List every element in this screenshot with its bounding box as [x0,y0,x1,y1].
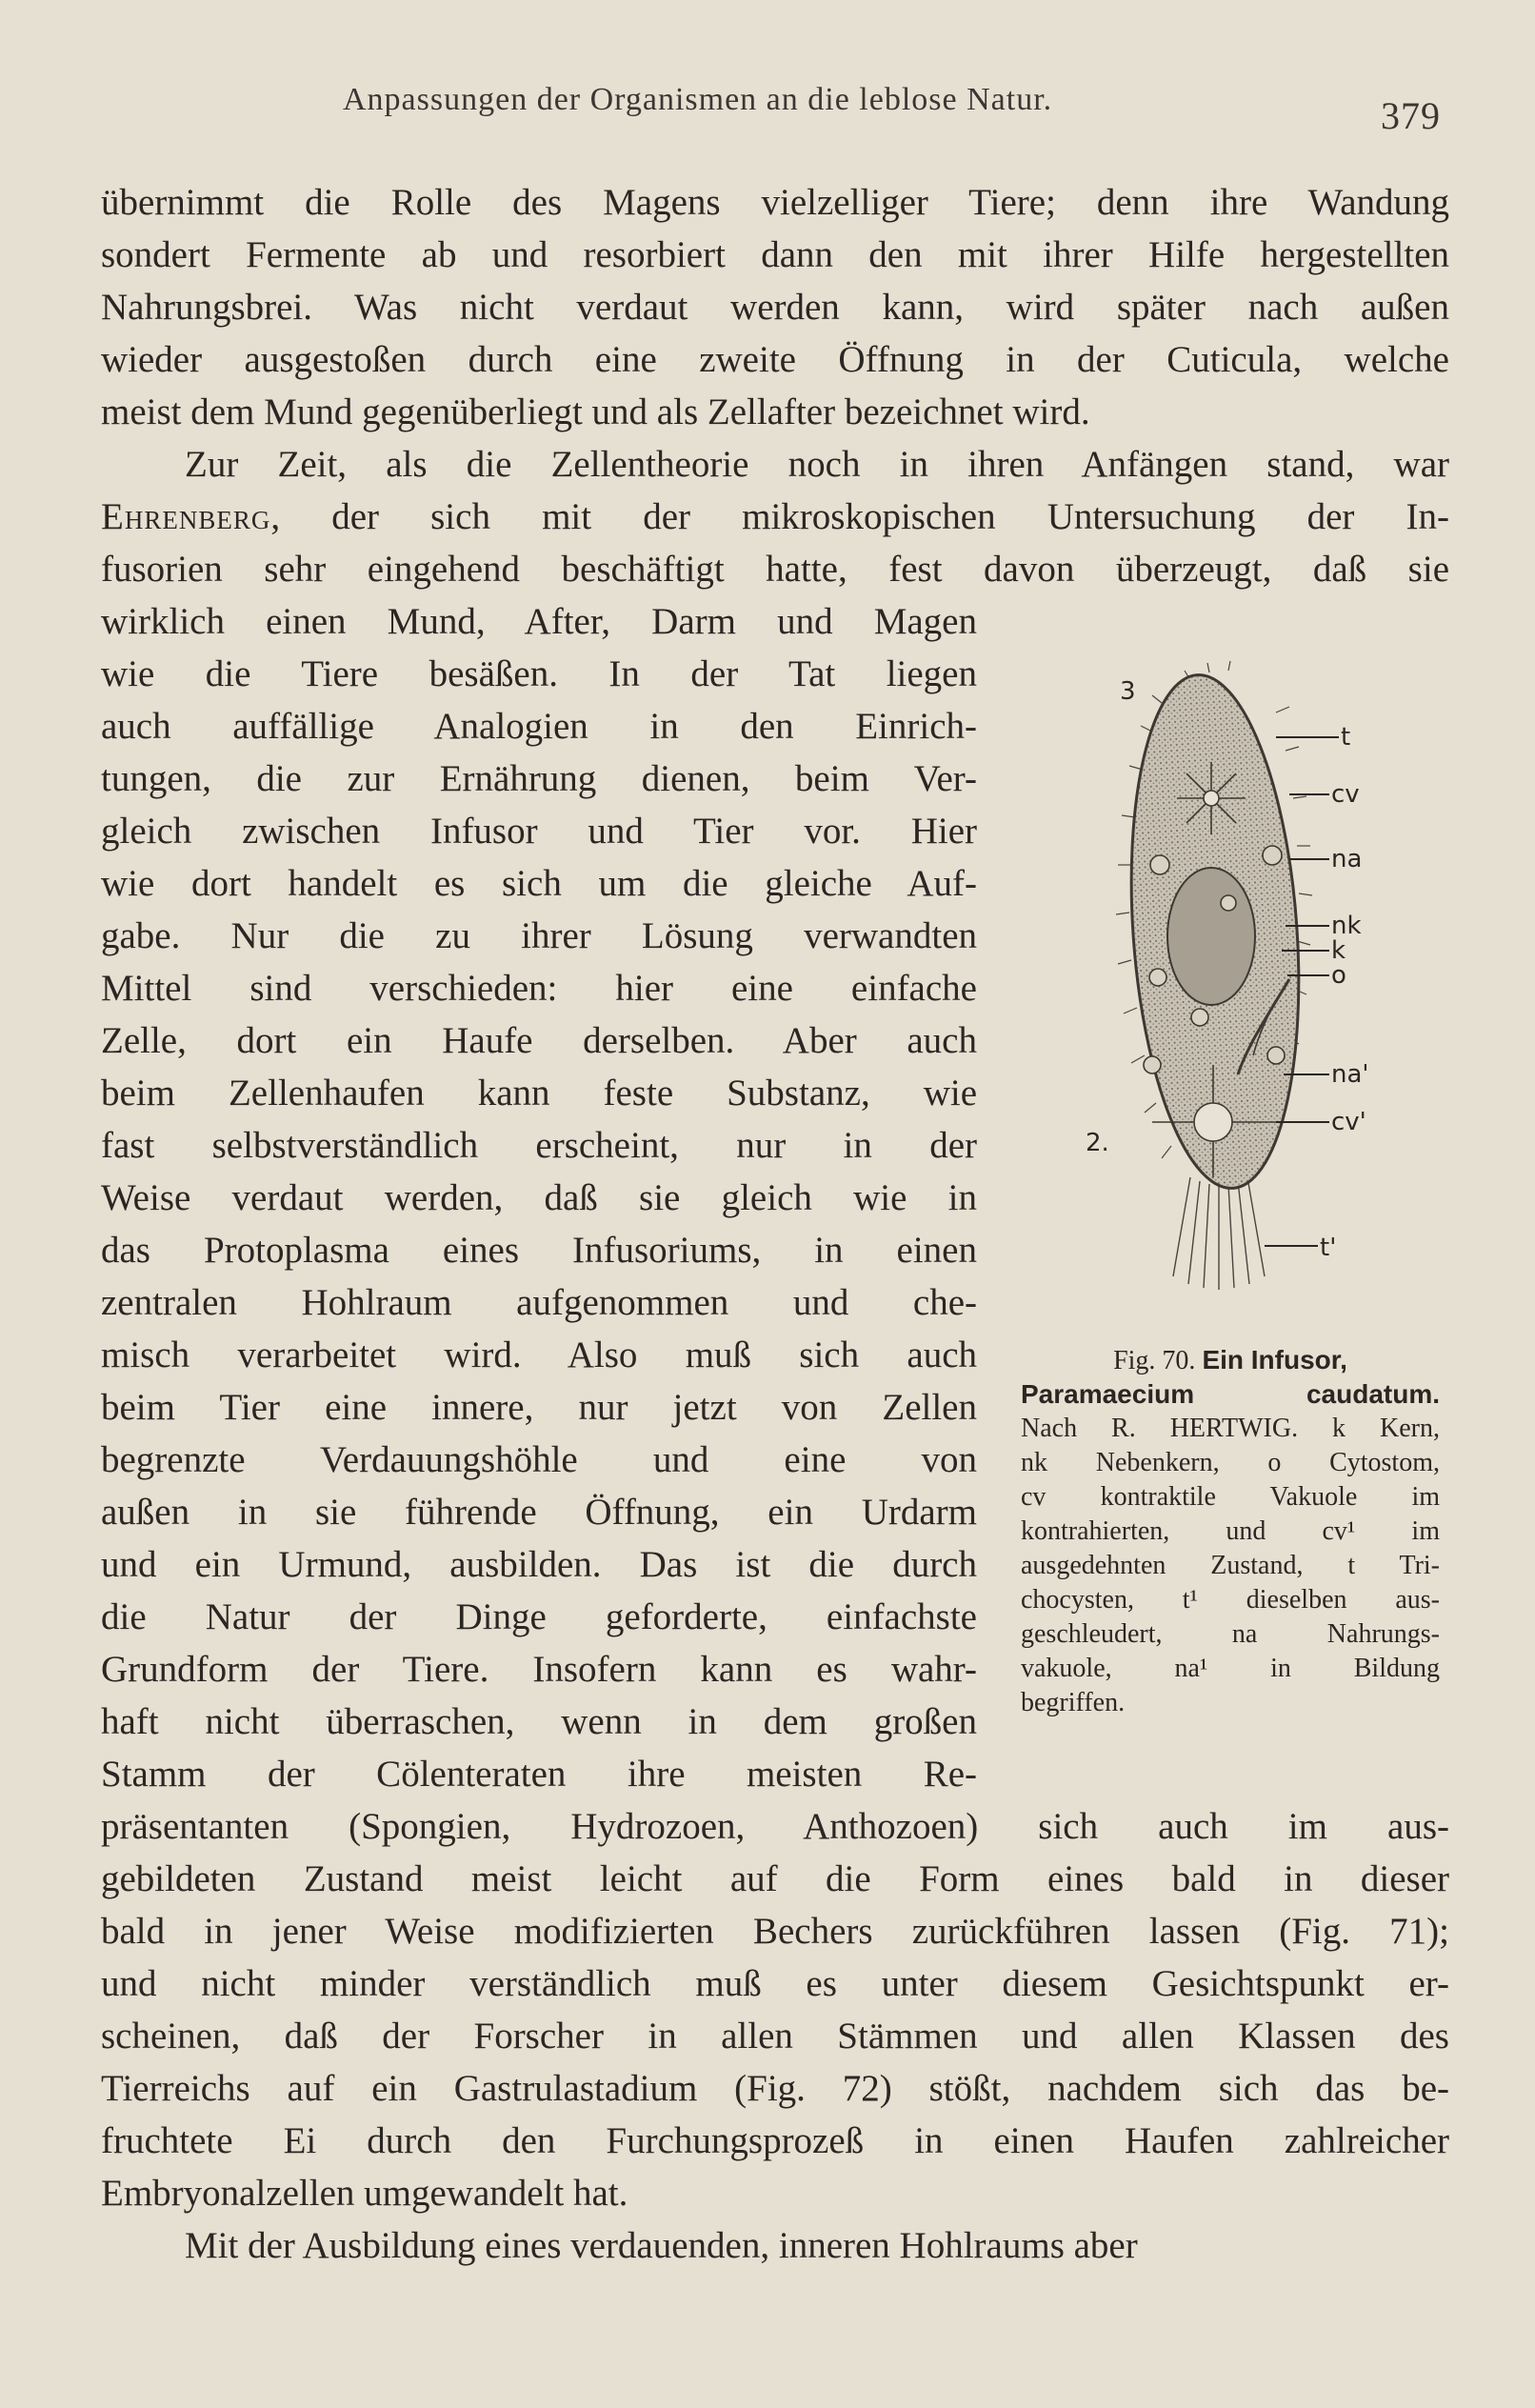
paramecium-figure [1086,655,1409,1322]
text-line: fast selbstverständlich erscheint, nur in der [101,1125,977,1166]
figure-caption-line: begriffen. [1021,1688,1126,1717]
figure-caption-line: cv kontraktile Vakuole im [1021,1482,1440,1512]
figure-title: Paramaecium caudatum. [1021,1379,1440,1409]
figure-caption-line: vakuole, na¹ in Bildung [1021,1654,1440,1683]
figure-caption-line [1021,1343,1440,1377]
figure-caption-line: kontrahierten, und cv¹ im [1021,1516,1440,1546]
figure-caption-line: geschleudert, na Nahrungs- [1021,1619,1440,1649]
text-line: meist dem Mund gegenüberliegt und als Zellafter bezeichnet wird. [101,391,1090,432]
text-line: und ein Urmund, ausbilden. Das ist die durch [101,1544,977,1585]
text-line: Mit der Ausbildung eines verdauenden, inneren Hohlraums aber [185,2225,1138,2266]
author-name: Ehrenberg [101,496,271,537]
text-line: Mittel sind verschieden: hier eine einfache [101,968,977,1009]
figure-caption-line: nk Nebenkern, o Cytostom, [1021,1448,1440,1477]
page-number: 379 [1381,94,1441,137]
figure-label: o [1331,961,1346,990]
text-line: Embryonalzellen umgewandelt hat. [101,2173,628,2214]
figure-title: Ein Infusor, [1202,1345,1347,1375]
text-line: Zur Zeit, als die Zellentheorie noch in ihren Anfängen stand, war [185,444,1449,485]
text-line: außen in sie führende Öffnung, ein Urdarm [101,1492,977,1533]
figure-label: t' [1320,1234,1337,1262]
text-line: präsentanten (Spongien, Hydrozoen, Anthozoen) sich auch im aus- [101,1806,1449,1847]
text-line: Tierreichs auf ein Gastrulastadium (Fig. 72) stößt, nachdem sich das be- [101,2068,1449,2109]
text-line: wie die Tiere besäßen. In der Tat liegen [101,653,977,694]
text-line: fusorien sehr eingehend beschäftigt hatte, fest davon überzeugt, daß sie [101,549,1449,590]
text-line: das Protoplasma eines Infusoriums, in einen [101,1230,977,1271]
figure-caption-line: Nach R. HERTWIG. k Kern, [1021,1414,1440,1443]
text-line: übernimmt die Rolle des Magens vielzelliger Tiere; denn ihre Wandung [101,182,1449,223]
text-line: wirklich einen Mund, After, Darm und Magen [101,601,977,642]
text-line: haft nicht überraschen, wenn in dem großen [101,1701,977,1742]
text-line: tungen, die zur Ernährung dienen, beim Ver- [101,758,977,799]
text-line: misch verarbeitet wird. Also muß sich auch [101,1334,977,1375]
text-line: gleich zwischen Infusor und Tier vor. Hier [101,811,977,852]
figure-caption-line: chocysten, t¹ dieselben aus- [1021,1585,1440,1615]
figure-label: cv' [1331,1108,1366,1136]
text-line: Weise verdaut werden, daß sie gleich wie in [101,1177,977,1218]
text-line: scheinen, daß der Forscher in allen Stämmen und allen Klassen des [101,2016,1449,2057]
figure-label: na [1331,845,1363,873]
figure-number: Fig. 70. [1113,1346,1196,1375]
figure-label: k [1331,936,1346,965]
figure-label: t [1341,723,1351,752]
text-line: fruchtete Ei durch den Furchungsprozeß in einen Haufen zahlreicher [101,2120,1449,2161]
figure-label: nk [1331,912,1362,940]
text-line: bald in jener Weise modifizierten Bechers zurückführen lassen (Fig. 71); [101,1911,1449,1952]
text-line: Grundform der Tiere. Insofern kann es wahr- [101,1649,977,1690]
text-line: Stamm der Cölenteraten ihre meisten Re- [101,1754,977,1795]
text-line: begrenzte Verdauungshöhle und eine von [101,1439,977,1480]
figure-label: cv [1331,780,1360,809]
text-line: Ehrenberg, der sich mit der mikroskopischen Untersuchung der In- [101,496,1449,537]
figure-caption-line: ausgedehnten Zustand, t Tri- [1021,1551,1440,1580]
running-header: Anpassungen der Organismen an die leblose Natur. [343,82,1053,117]
text-line: wieder ausgestoßen durch eine zweite Öffnung in der Cuticula, welche [101,339,1449,380]
text-line: und nicht minder verständlich muß es unter diesem Gesichtspunkt er- [101,1963,1449,2004]
text-line: sondert Fermente ab und resorbiert dann den mit ihrer Hilfe hergestellten [101,234,1449,275]
figure-caption-line [1021,1377,1440,1412]
text-line: Nahrungsbrei. Was nicht verdaut werden kann, wird später nach außen [101,287,1449,328]
text-line: beim Zellenhaufen kann feste Substanz, wie [101,1073,977,1114]
text-line: gebildeten Zustand meist leicht auf die Form eines bald in dieser [101,1858,1449,1899]
text-line: beim Tier eine innere, nur jetzt von Zellen [101,1387,977,1428]
text-line: Zelle, dort ein Haufe derselben. Aber auch [101,1020,977,1061]
paramecium-illustration [1086,655,1409,1322]
figure-label: 3 [1120,677,1136,706]
text-line: auch auffällige Analogien in den Einrich- [101,706,977,747]
figure-label: na' [1331,1060,1369,1089]
figure-label: 2. [1086,1129,1109,1157]
text-line: die Natur der Dinge geforderte, einfachste [101,1596,977,1637]
text-line: zentralen Hohlraum aufgenommen und che- [101,1282,977,1323]
text-line: wie dort handelt es sich um die gleiche Auf- [101,863,977,904]
text-line: gabe. Nur die zu ihrer Lösung verwandten [101,915,977,956]
